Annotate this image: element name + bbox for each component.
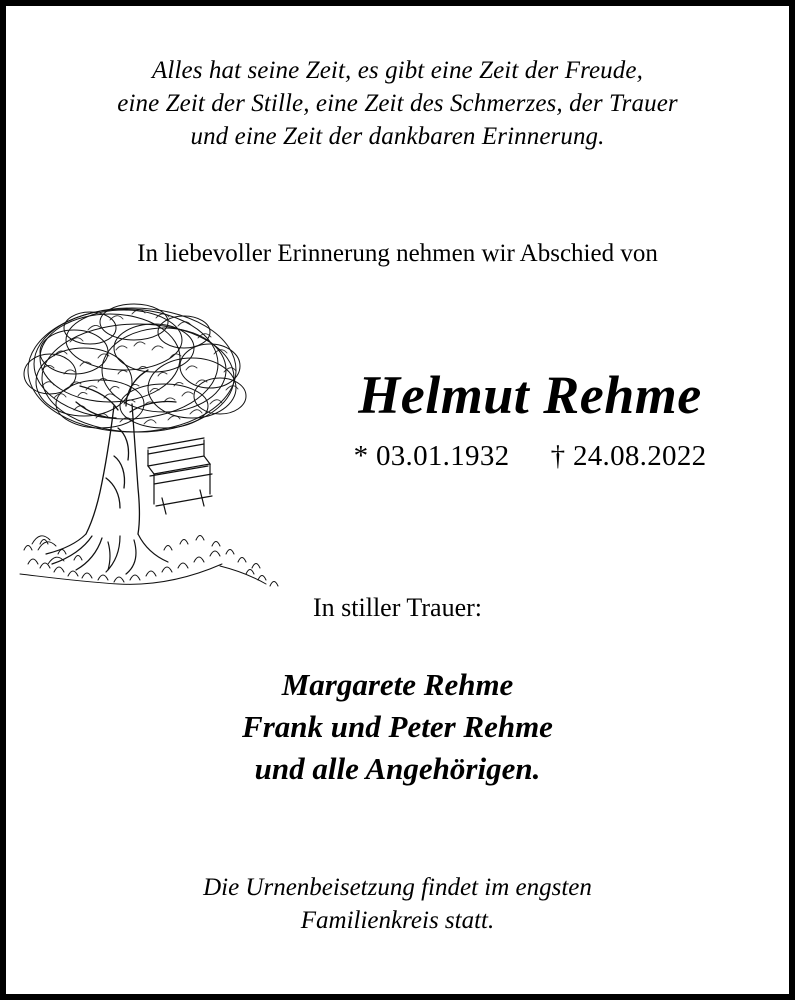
funeral-note-line-2: Familienkreis statt. [300,907,495,934]
mourning-intro: In stiller Trauer: [313,593,482,622]
epigraph [6,54,789,153]
tree-illustration-svg [14,278,304,598]
epigraph-line-3: und eine Zeit der dankbaren Erinnerung. [190,123,605,150]
birth-date: 03.01.1932 [375,440,510,472]
birth-symbol: * [353,440,369,472]
death-date: 24.08.2022 [572,440,707,472]
deceased-block [291,364,769,474]
notice-inner [6,6,789,994]
mourner-line: und alle Angehörigen. [254,751,541,786]
tree-with-bench-icon [14,278,304,598]
life-dates [291,438,769,474]
epigraph-line-1: Alles hat seine Zeit, es gibt eine Zeit der Freude, [152,57,643,84]
funeral-note [6,871,789,937]
intro-line: In liebevoller Erinnerung nehmen wir Abschied von [137,240,658,267]
death-symbol: † [550,440,566,472]
funeral-note-line-1: Die Urnenbeisetzung findet im engsten [203,874,592,901]
mourner-line: Frank und Peter Rehme [242,709,553,744]
deceased-name: Helmut Rehme [358,365,702,425]
mourner-line: Margarete Rehme [281,667,514,702]
epigraph-line-2: eine Zeit der Stille, eine Zeit des Schmerzes, der Trauer [117,90,678,117]
mourners-list [6,664,789,790]
